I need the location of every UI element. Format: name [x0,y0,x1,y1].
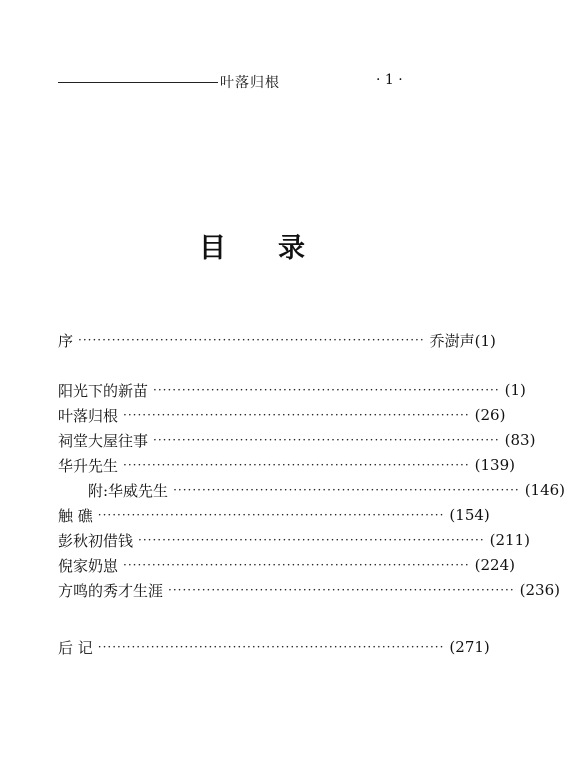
toc-entry-page: (236) [519,581,560,599]
toc-entry-page: (146) [524,481,565,499]
toc-entry-appendix [58,480,565,500]
toc-entry-title: 祠堂大屋往事 [58,431,149,450]
toc-title: 目录 [199,233,357,264]
toc-entry-preface [58,330,496,350]
toc-entry-title: 方鸣的秀才生涯 [58,581,164,600]
toc-entry-afterword [58,637,490,657]
running-header [58,70,418,94]
toc-entry [58,555,515,575]
dot-leader: ········································································ [123,558,470,572]
running-title: 叶落归根 [220,75,280,91]
toc-entry [58,530,530,550]
toc-entry [58,430,536,450]
toc-entry-title: 叶落归根 [58,406,119,425]
dot-leader: ········································································ [123,408,470,422]
dot-leader: ········································································ [78,333,425,347]
toc-entry-page: (154) [449,506,490,524]
toc-entry-title: 后 记 [58,638,93,657]
toc-entry-title: 彭秋初借钱 [58,531,134,550]
dot-leader: ········································································ [97,508,445,522]
header-rule [58,82,218,83]
toc-entry-title: 华升先生 [58,456,119,475]
dot-leader: ········································································ [123,458,470,472]
toc-entry [58,405,506,425]
dot-leader: ········································································ [153,383,500,397]
page-number: · 1 · [376,72,403,88]
toc-entry-page: (26) [474,406,506,424]
dot-leader: ········································································ [153,433,500,447]
toc-entry-page: (1) [504,381,526,399]
dot-leader: ········································································ [173,483,520,497]
toc-entry [58,505,490,525]
toc-entry-page: (83) [504,431,536,449]
toc-entry-title: 阳光下的新苗 [58,381,149,400]
toc-entry [58,380,526,400]
toc-entry-page: (139) [474,456,515,474]
toc-entry-title: 附:华威先生 [88,481,169,500]
toc-entry [58,580,560,600]
toc-entry-title: 倪家奶崽 [58,556,119,575]
dot-leader: ········································································ [138,533,485,547]
toc-entry-page: 乔澍声(1) [429,331,496,350]
toc-entry-title: 序 [58,331,74,350]
dot-leader: ········································································ [97,640,445,654]
toc-entry-page: (211) [489,531,530,549]
toc-entry-title: 触 礁 [58,506,93,525]
toc-entry-page: (224) [474,556,515,574]
toc-entry [58,455,515,475]
toc-entry-page: (271) [449,638,490,656]
dot-leader: ········································································ [168,583,515,597]
